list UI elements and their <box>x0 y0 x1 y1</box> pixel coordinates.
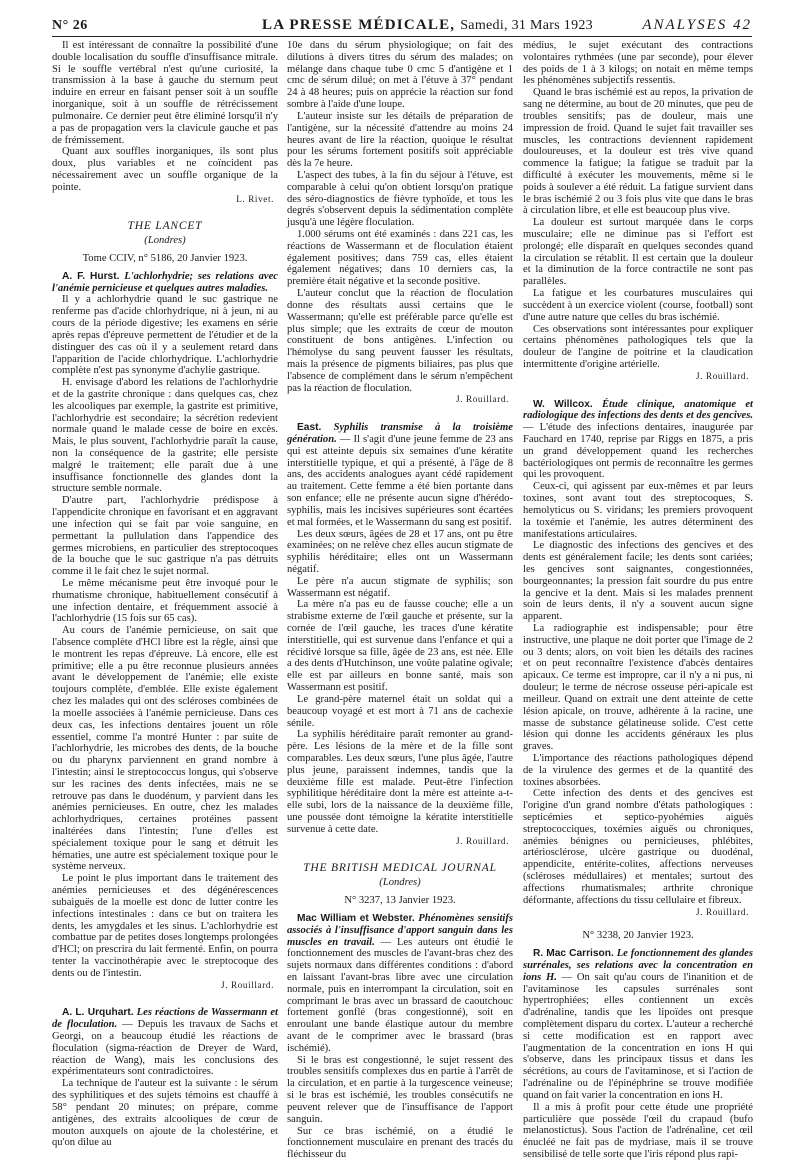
article-hurst <box>52 271 278 992</box>
paragraph: Les auteurs ont étudié le fonctionnement des muscles de l'avant-bras chez des sujets normaux dans différentes conditions : d'abord en laissant l'avant-bras libre avec une circulation normale, puis en interrompant la circulation, soit en comprimant le bras avec un brassard de caoutchouc fortement gonflé (bras congestionné), soit en enroulant une bande élastique autour du membre avant de le comprimer avec le brassard (bras ischémié). <box>287 936 514 1054</box>
journal-title-line <box>262 17 593 34</box>
column-left <box>52 40 279 1149</box>
paragraph: Quand le bras ischémié est au repos, la privation de sang ne détermine, au bout de 20 minutes, que peu de troubles sensitifs; pas de douleur, mais une impression de froid. Quand le sujet fait travailler ses muscles, les contractions deviennent rapidement douloureuses, et la douleur est très vive quand commence la fatigue; la fatigue se traduit par la difficulté à exécuter les mouvements, même si le poids à soulever a été réduit. La fatigue survient dans le bras ischémié 2 ou 3 fois plus vite que dans le bras à circulation libre, et elle est beaucoup plus vive. <box>523 87 753 217</box>
paragraph: La technique de l'auteur est la suivante : le sérum des syphilitiques et des sujets témoins est chauffé à 58° pendant 20 minutes; on prépare, comme antigènes, des extraits alcooliques de cœur de mouton auxquels on ajoute de la cholestérine, et qu'on dilue au <box>52 1078 278 1149</box>
paragraph: L'auteur insiste sur les détails de préparation de l'antigène, sur la nécessité d'attendre au moins 24 heures avant de lire la réaction, quoique le résultat pour les sérums fortement positifs soit appréciable dès la 7e heure. <box>287 110 513 170</box>
paragraph: Ces observations sont intéressantes pour expliquer certains phénomènes pathologiques tels que la douleur de l'angine de poitrine et la claudication intermittente d'origine artérielle. <box>523 323 753 370</box>
volume-line: N° 3238, 20 Janvier 1923. <box>582 930 694 942</box>
paragraph: La syphilis héréditaire paraît remonter au grand-père. Les lésions de la mère et de la fille sont comparables. Les deux sœurs, l'une plus âgée, l'autre plus jeune, paraissent indemnes, tandis que la deuxième fille est malade. Peut-être l'infection syphilitique héréditaire dont la mère est atteinte a-t-elle subi, lors de la naissance de la deuxième fille, une poussée dont témoigne la kératite interstitielle survenue à cette date. <box>287 729 513 835</box>
volume-line: Tome CCIV, n° 5186, 20 Janvier 1923. <box>82 253 248 264</box>
signature: J. Rouillard. <box>456 835 509 846</box>
article-author: East. <box>297 422 322 434</box>
paragraph: L'aspect des tubes, à la fin du séjour à l'étuve, est comparable à celui qu'on obtient lorsqu'on pratique des séro-diagnostics de fièvre typhoïde, et tous les degrés s'observent depuis la sédimentation complète jusqu'à une légère floculation. <box>287 169 513 229</box>
article-title: L'achlorhydrie; ses relations avec l'anémie pernicieuse et quelques autres maladies. <box>52 270 278 294</box>
article-urquhart <box>52 1007 278 1149</box>
paragraph: L'étude des infections dentaires, inaugurée par Fauchard en 1740, reprise par Riggs en 1875, a pris un grand développement quand les recherches bactériologiques ont permis de reconnaître les germes qui les provoquent. <box>523 422 753 481</box>
paragraph: 1.000 sérums ont été examinés : dans 221 cas, les réactions de Wassermann et de floculation étaient également positives; dans 759 cas, elles étaient également négatives; dans 10 derniers cas, la première était négative et la seconde positive. <box>287 229 513 288</box>
paragraph: Il est intéressant de connaître la possibilité d'une double localisation du souffle d'insuffisance mitrale. Si le souffle vertébral n'est qu'une curiosité, la transmission à la base à gauche du sternum peut induire en erreur en faisant penser soit à un souffle inorganique, soit à un souffle de rétrécissement pulmonaire. Ce dernier peut être éliminé lorsqu'il n'y a pas de propagation vers la clavicule gauche et pas de frémissement. <box>52 40 278 146</box>
source-journal-title: THE BRITISH MEDICAL JOURNAL <box>303 862 497 875</box>
article-heading: W. Willcox. Étude clinique, anatomique et radiologique des infections des dents et des gencives. — L'étude des infections dentaires, inaugurée par Fauchard en 1740, reprise par Riggs en 1875, a pris un grand développement quand les recherches bactériologiques ont permis de reconnaître les germes qui les provoquent. <box>523 398 753 481</box>
volume-line: N° 3237, 13 Janvier 1923. <box>344 895 456 907</box>
signature: J. Rouillard. <box>696 906 749 917</box>
article-heading: Mac William et Webster. Phénomènes sensitifs associés à l'insuffisance d'apport sanguin dans les muscles en travail. — Les auteurs ont étudié le fonctionnement des muscles de l'avant-bras chez des sujets normaux dans différentes conditions : d'abord en laissant l'avant-bras libre avec une circulation normale, puis en interrompant la circulation, soit en comprimant le bras avec un brassard de caoutchouc fortement gonflé (bras congestionné), soit en enroulant une bande élastique autour du membre avant de le comprimer avec le brassard (bras ischémié). <box>287 912 514 1054</box>
column-middle <box>287 40 514 1161</box>
paragraph: Il a mis à profit pour cette étude une propriété particulière que possède l'œil du crapaud (bufo melanostictus). Sous l'action de l'adrénaline, cet œil énucléé ne fait pas de mydriase, mais il se trouve sensibilisé de telle sorte que l'iris répond plus rapi- <box>523 1101 753 1160</box>
signature: J. Rouillard. <box>221 979 274 990</box>
article-heading <box>52 271 278 295</box>
article-mac-carrison <box>523 948 753 1161</box>
paragraph: La radiographie est indispensable; pour être instructive, une plaque ne doit porter que l'image de 2 ou 3 dents; alors, on voit bien les détails des racines et on peut reconnaître l'existence d'abcès dentaires apicaux. Ce terme est impropre, car il n'y a ni pus, ni douleur; le terme de nécrose osseuse péri-apicale est meilleur. Quand on extrait une dent atteinte de cette lésion apicale, on trouve, adhérente à la racine, une masse de substance gélatineuse solide. C'est cette lésion qui donne les accidents généraux les plus graves. <box>523 623 753 753</box>
paragraph: L'auteur conclut que la réaction de floculation donne des résultats aussi certains que le Wassermann; qu'elle est préférable parce qu'elle est plus simple; que les extraits de cœur de mouton constituent de bons antigènes. L'infection ou l'hémolyse du sang peuvent fausser les résultats, mais la présence de pigments biliaires, pas plus que l'absence de complément dans le sérum n'empêchent pas la réaction de floculation. <box>287 288 513 394</box>
article-title: Étude clinique, anatomique et radiologique des infections des dents et des gencives. <box>523 398 753 422</box>
paragraph: Depuis les travaux de Sachs et Georgi, on a beaucoup étudié les réactions de floculation (sigma-réaction de Dreyer de Ward, réaction de Wang), mais les conclusions des expérimentateurs sont contradictoires. <box>52 1019 279 1078</box>
journal-name: LA PRESSE MÉDICALE, <box>262 17 456 33</box>
column-right <box>523 40 753 1160</box>
source-city: (Londres) <box>379 877 421 889</box>
article-author: A. L. Urquhart. <box>62 1007 134 1019</box>
paragraph: La fatigue et les courbatures musculaires qui succèdent à un exercice violent (course, football) sont d'une autre nature que celles du bras ischémié. <box>523 288 753 323</box>
signature: J. Rouillard. <box>696 370 749 381</box>
article-heading: A. L. Urquhart. Les réactions de Wassermann et de floculation. — Depuis les travaux de Sachs et Georgi, on a beaucoup étudié les réactions de floculation (sigma-réaction de Dreyer de Ward, réaction de Wang), mais les conclusions des expérimentateurs sont contradictoires. <box>52 1007 279 1078</box>
paragraph: Les deux sœurs, âgées de 28 et 17 ans, ont pu être examinées; on ne relève chez elles aucun stigmate de syphilis héréditaire; elles ont un Wassermann négatif. <box>287 528 513 575</box>
paragraph: Cette infection des dents et des gencives est l'origine d'un grand nombre d'états pathologiques : septicémies et septico-pyohémies aiguës streptococciques, toxémies aiguës ou chroniques, anémies bénignes ou pernicieuses, phlébites, artériosclérose, ulcère gastrique ou duodénal, appendicite, entérite-colites, affections nerveuses (scléroses médullaires) et mentales; surtout des affections rhumatismales; arthrite chronique déformante, affections du tissu cellulaire et fibreux. <box>523 788 753 906</box>
article-mac-william <box>287 913 513 1161</box>
source-city: (Londres) <box>144 235 186 247</box>
paragraph: Sur ce bras ischémié, on a étudié le fonctionnement musculaire en prenant des tracés du fléchisseur du <box>287 1125 513 1161</box>
article-author: Mac William et Webster. <box>297 912 415 924</box>
signature: J. Rouillard. <box>456 394 509 405</box>
paragraph: Le grand-père maternel était un soldat qui a beaucoup voyagé et est mort à 71 ans de cachexie sénile. <box>287 693 513 729</box>
paragraph: La douleur est surtout marquée dans le corps musculaire; elle ne diminue pas si l'effort est prolongé; elle disparaît en quelques secondes quand la circulation se rétablit. Il est certain que la douleur et la diminution de la force contractile ne sont pas parallèles. <box>523 217 753 288</box>
paragraph: Le point le plus important dans le traitement des anémies pernicieuses et des dégénérescences subaiguës de la moelle est donc de lutter contre les infections intestinales : dans ce but on traitera les dents, les amygdales et les sinus. L'achlorhydrie est combattue par de petites doses longtemps prolongées d'HCl; on prescrira du lait fermenté. Enfin, on pourra tenter la vaccinothérapie avec le streptocoque des dents ou de l'intestin. <box>52 873 278 979</box>
header-rule <box>52 36 752 37</box>
article-heading: East. Syphilis transmise à la troisième génération. — Il s'agit d'une jeune femme de 23 ans qui est atteinte depuis six semaines d'une kératite interstitielle typique, et qui a présenté, à l'âge de 8 ans, des accidents analogues ayant cédé rapidement au traitement. Cette femme a été bien portante dans son enfance; elle ne présente aucun signe d'hérédo-syphilis, mais les incisives supérieures sont écartées et mal formées, et le Wassermann du sang est positif. <box>287 422 513 528</box>
running-header <box>52 16 752 38</box>
signature: L. Rivet. <box>236 193 274 204</box>
paragraph: Si le bras est congestionné, le sujet ressent des troubles sensitifs complexes dus en partie à l'arrêt de la circulation, et en partie à la turgescence veineuse; si le bras est ischémié, les troubles consécutifs ne peuvent relever que de l'insuffisance de l'apport sanguin. <box>287 1054 513 1125</box>
article-willcox <box>523 399 753 919</box>
issue-date: Samedi, 31 Mars 1923 <box>460 18 593 33</box>
paragraph: H. envisage d'abord les relations de l'achlorhydrie et de la gastrite chronique : dans quelques cas, chez les alcooliques par exemple, la gastrite est primitive, l'achlorhydrie est secondaire; la sécrétion redevient normale quand le malade cesse de boire en excès. Mais, le plus souvent, l'achlorhydrie paraît la cause, non la conséquence de la gastrite; elle persiste malgré le traitement; elle paraît due à une insuffisance fonctionnelle des glandes dont la structure semble normale. <box>52 377 278 495</box>
article-author: A. F. Hurst. <box>62 270 120 282</box>
paragraph: Le diagnostic des infections des gencives et des dents est généralement facile; les dents sont cariées; les gencives sont saignantes, congestionnées, bourgeonnantes; la pression fait sourdre du pus entre la gencive et la dent. Mais si les malades prennent soin de leurs dents, il n'y a souvent aucun signe apparent. <box>523 540 753 623</box>
article-heading: R. Mac Carrison. Le fonctionnement des glandes surrénales, ses relations avec la concentration en ions H. — On sait qu'au cours de l'inanition et de l'avitaminose les capsules surrénales sont hypertrophiées; elles contiennent un excès d'adrénaline, tandis que les lipoïdes ont presque complètement disparu du cortex. L'auteur a recherché si cette modification est en rapport avec l'augmentation de la concentration en ions H qui s'observe, dans les principaux tissus et dans les sécrétions, au cours de l'avitaminose, et si l'action de l'adrénaline ou de l'épinéphrine se trouve modifiée quand on fait varier la concentration en ions H. <box>523 948 753 1101</box>
paragraph: Il s'agit d'une jeune femme de 23 ans qui est atteinte depuis six semaines d'une kératite interstitielle typique, et qui a présenté, à l'âge de 8 ans, des accidents analogues ayant cédé rapidement au traitement. Cette femme a été bien portante dans son enfance; elle ne présente aucun signe d'hérédo-syphilis, mais les incisives supérieures sont écartées et mal formées, et le Wassermann du sang est positif. <box>287 434 513 528</box>
source-journal-title: THE LANCET <box>127 220 203 233</box>
article-title: Les réactions de Wassermann et de floculation. <box>52 1007 279 1031</box>
paragraph: 10e dans du sérum physiologique; on fait des dilutions à divers titres du sérum des malades; on mélange dans chaque tube 0 cmc 5 d'antigène et 1 cmc de sérum dilué; on met à l'étuve à 37° pendant 24 à 48 heures; puis on apprécie la réaction sur fond sombre à l'aide d'une loupe. <box>287 40 513 111</box>
paragraph: Le père n'a aucun stigmate de syphilis; son Wassermann est négatif. <box>287 575 513 599</box>
paragraph: Il y a achlorhydrie quand le suc gastrique ne renferme pas d'acide chlorhydrique, ni à jeun, ni au cours de la période digestive; les examens en série après repas d'épreuve permettent de l'étudier et de la distinguer des cas où il y a seulement retard dans l'apparition de l'acide chlorhydrique. L'achlorhydrie complète n'est pas synonyme d'achylie gastrique. <box>52 294 278 377</box>
section-label: ANALYSES 42 <box>642 17 752 33</box>
paragraph: D'autre part, l'achlorhydrie prédispose à l'appendicite chronique en favorisant et en aggravant une infection qui se fait par voie sanguine, en permettant la pullulation dans l'appendice des germes microbiens, en particulier des streptocoques de la bouche que le suc gastrique n'a pas détruits comme il le fait chez le sujet normal. <box>52 495 278 578</box>
article-title: Le fonctionnement des glandes surrénales, ses relations avec la concentration en ions H. <box>523 948 753 983</box>
article-east <box>287 422 513 847</box>
paragraph: Le même mécanisme peut être invoqué pour le rhumatisme chronique, habituellement consécutif à une infection dentaire, et fréquemment associé à l'achlorhydrie (15 fois sur 65 cas). <box>52 577 278 625</box>
article-author: R. Mac Carrison. <box>533 948 614 960</box>
paragraph: L'importance des réactions pathologiques dépend de la virulence des germes et de la quantité des toxines absorbées. <box>523 752 753 788</box>
paragraph: Quant aux souffles inorganiques, ils sont plus doux, plus variables et ne coïncident pas nécessairement avec un souffle organique de la pointe. <box>52 146 278 193</box>
paragraph: On sait qu'au cours de l'inanition et de l'avitaminose les capsules surrénales sont hypertrophiées; elles contiennent un excès d'adrénaline, tandis que les lipoïdes ont presque complètement disparu du cortex. L'auteur a recherché si cette modification est en rapport avec l'augmentation de la concentration en ions H qui s'observe, dans les principaux tissus et dans les sécrétions, au cours de l'avitaminose, et si l'action de l'adrénaline ou de l'épinéphrine se trouve modifiée quand on fait varier la concentration en ions H. <box>523 971 753 1101</box>
article-title: Syphilis transmise à la troisième génération. <box>287 422 513 445</box>
paragraph: Au cours de l'anémie pernicieuse, on sait que l'absence complète d'HCl libre est la règle, ainsi que le montrent les repas d'épreuve. Là encore, elle est primitive; elle a pu être reconnue plusieurs années avant le développement de l'anémie; elle existe toujours complète, d'emblée. Elle existe également chez les malades qui ont des scléroses combinées de la moelle associées à l'anémie pernicieuse. Dans ces deux cas, les infections dentaires jouent un rôle essentiel, comme l'a montré Hunter : par suite de l'achlorhydrie, les microbes des dents, de la bouche ou du pharynx parviennent en grand nombre à l'intestin; ainsi le streptococcus longus, qui s'observe sur les racines des dents infectées, mais ne se retrouve pas dans le duodénum, y parvient dans les anémies pernicieuses. En outre, chez les malades achlorhydriques, certaines protéines passent inaltérées dans l'intestin; l'une d'elles est spécialement toxique pour le sang et détruit les hématies, une autre est spécialement toxique pour le système nerveux. <box>52 625 278 873</box>
page-number: N° 26 <box>52 18 88 33</box>
paragraph: médius, le sujet exécutant des contractions volontaires rythmées (une par seconde), pour élever des poids de 1 à 3 kilogs; on notait en même temps les phénomènes subjectifs ressentis. <box>523 40 753 87</box>
paragraph: La mère n'a pas eu de fausse couche; elle a un strabisme externe de l'œil gauche et présente, sur la cornée de l'œil gauche, les traces d'une kératite interstitielle, qui est survenue dans l'enfance et qui a récidivé lorsque sa fille, âgée de 23 ans, est née. Elle a des dents d'Hutchinson, une voûte palatine ogivale; elle est par ailleurs en bonne santé, mais son Wassermann est positif. <box>287 599 513 694</box>
paragraph: Ceux-ci, qui agissent par eux-mêmes et par leurs toxines, sont avant tout des streptocoques, S. hemolyticus ou S. viridans; les premiers provoquent la toxémie et l'anémie, les autres déterminent des manifestations articulaires. <box>523 481 753 540</box>
article-title: Phénomènes sensitifs associés à l'insuffisance d'apport sanguin dans les muscles en travail. <box>287 912 513 948</box>
article-author: W. Willcox. <box>533 398 593 410</box>
